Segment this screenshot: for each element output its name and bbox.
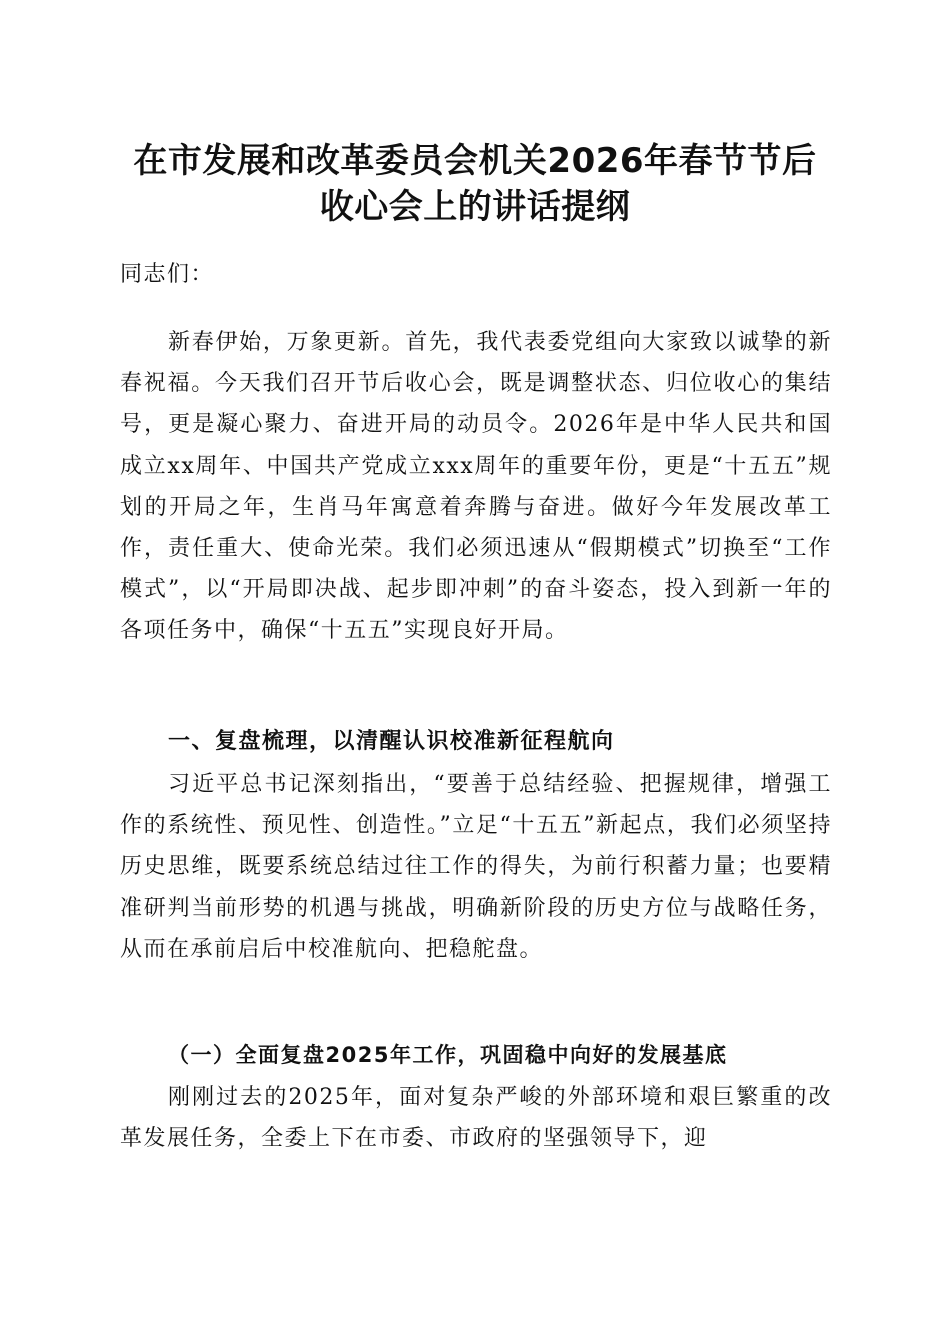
subsection-1-paragraph: 刚刚过去的2025年，面对复杂严峻的外部环境和艰巨繁重的改革发展任务，全委上下在市委、市政府的坚强领导下，迎 <box>120 1085 832 1152</box>
salutation: 同志们： <box>120 262 215 287</box>
subsection-heading-1: （一）全面复盘2025年工作，巩固稳中向好的发展基底 <box>168 1043 728 1067</box>
section-heading-1: 一、复盘梳理，以清醒认识校准新征程航向 <box>168 729 615 754</box>
document-title-line-2: 收心会上的讲话提纲 <box>319 187 631 227</box>
section-1-paragraph: 习近平总书记深刻指出，“要善于总结经验、把握规律，增强工作的系统性、预见性、创造性。”立足“十五五”新起点，我们必须坚持历史思维，既要系统总结过往工作的得失，为前行积蓄力量；也要精准研判当前形势的机遇与挑战，明确新阶段的历史方位与战略任务，从而在承前启后中校准航向、把稳舵盘。 <box>120 772 832 962</box>
document-title-line-1: 在市发展和改革委员会机关2026年春节节后 <box>133 141 817 181</box>
opening-paragraph: 新春伊始，万象更新。首先，我代表委党组向大家致以诚挚的新春祝福。今天我们召开节后收心会，既是调整状态、归位收心的集结号，更是凝心聚力、奋进开局的动员令。2026年是中华人民共和国成立xx周年、中国共产党成立xxx周年的重要年份，更是“十五五”规划的开局之年，生肖马年寓意着奔腾与奋进。做好今年发展改革工作，责任重大、使命光荣。我们必须迅速从“假期模式”切换至“工作模式”，以“开局即决战、起步即冲刺”的奋斗姿态，投入到新一年的各项任务中，确保“十五五”实现良好开局。 <box>120 330 832 644</box>
